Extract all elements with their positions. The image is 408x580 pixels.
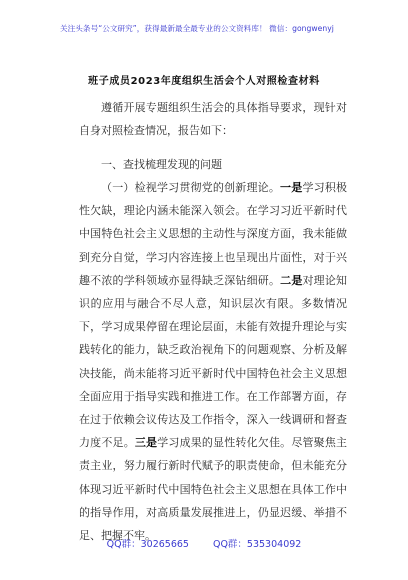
- paragraph-segment: 学习积极性欠缺，理论内涵未能深入领会。在学习习近平新时代中国特色社会主义思想的主动性与深度方面，我未能做到充分自觉，学习内容连接上也呈现出片面性，对于兴趣不浓的学科领域亦显得缺乏深钻细研。: [79, 181, 348, 287]
- highlight-third: 三是: [134, 436, 158, 450]
- footer-contact: [0, 536, 408, 550]
- paragraph-segment: 学习成果的显性转化欠佳。尽管聚焦主责主业，努力履行新时代赋予的职责使命，但未能充分体现习近平新时代中国特色社会主义思想在具体工作中的指导作用，对高质量发展推进上，仍显迟缓、举措不足、把握不牢。: [79, 436, 348, 543]
- section-heading: 一、查找梳理发现的问题: [101, 158, 222, 171]
- body-paragraph: [79, 176, 347, 547]
- highlight-second: 二是: [280, 273, 303, 287]
- highlight-first: 一是: [280, 181, 303, 194]
- header-promo-text: 关注头条号“公文研究”，获得最新最全最专业的公文资料库！ 微信：gongwenyj: [60, 24, 334, 33]
- paragraph-segment: 对理论知识的应用与融合不尽人意，知识层次有限。多数情况下，学习成果停留在理论层面，未能有效提升理论与实践转化的能力，缺乏政治视角下的问题观察、分析及解决技能，尚未能将习近平新时代中国特色社会主义思想全面应用于指导实践和推进工作。在工作部署方面，存在过于依赖会议传达及工作指令，深入一线调研和督查力度不足。: [79, 273, 348, 450]
- intro-paragraph: 遵循开展专题组织生活会的具体指导要求，现针对自身对照检查情况，报告如下：: [79, 101, 347, 138]
- footer-qq-group-1: QQ群：30265665: [106, 539, 189, 550]
- footer-qq-group-2: QQ群：535304092: [212, 539, 302, 550]
- document-title: 班子成员2023年度组织生活会个人对照检查材料: [88, 76, 320, 87]
- paragraph-segment: （一）检视学习贯彻党的创新理论。: [101, 181, 281, 194]
